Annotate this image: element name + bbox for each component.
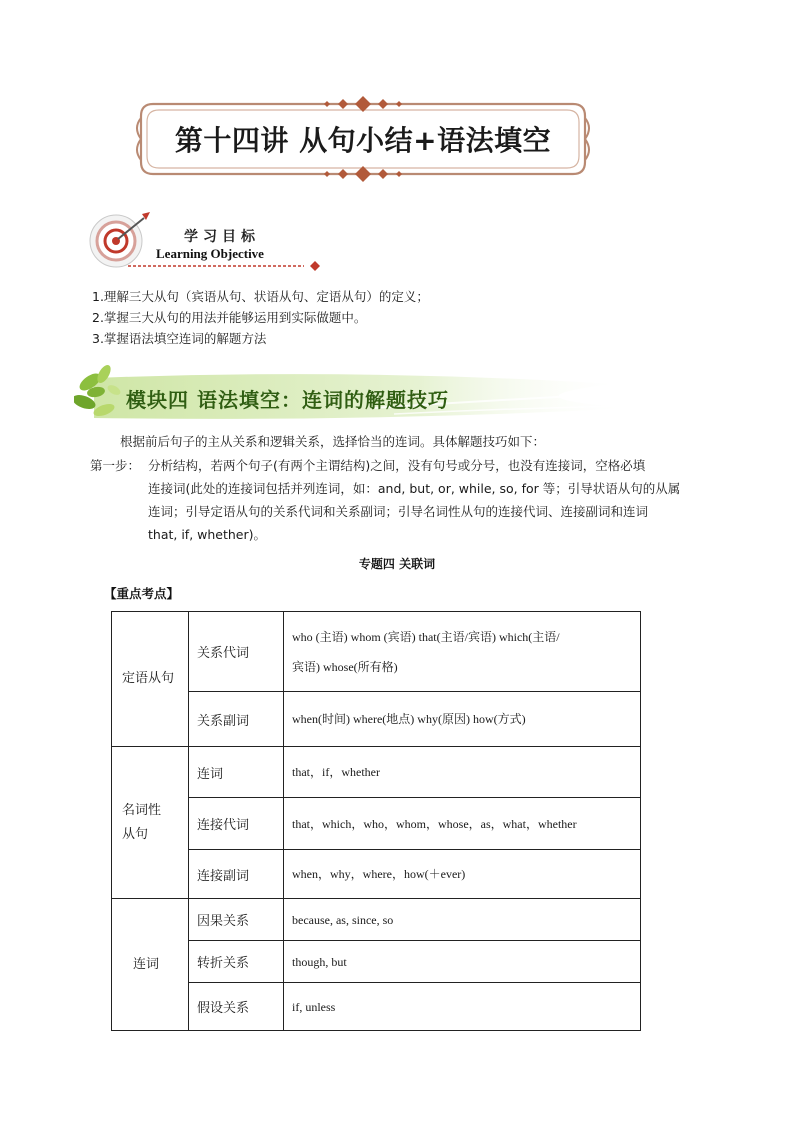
page-title: 第十四讲 从句小结+语法填空 — [174, 124, 552, 157]
category-line: 从句 — [122, 826, 149, 842]
step-label: 第一步： — [90, 458, 141, 473]
title-banner — [133, 96, 593, 182]
step-line: 连接词(此处的连接词包括并列连词，如：and, but, or, while, so, for 等；引导状语从句的从属 — [148, 481, 681, 496]
category-cell — [112, 747, 189, 899]
table-row — [112, 692, 641, 747]
subcategory-cell: 连接副词 — [189, 850, 284, 899]
value-cell — [284, 612, 641, 692]
table-row — [112, 983, 641, 1031]
step-body — [148, 454, 708, 546]
table-row — [112, 941, 641, 983]
module-title: 模块四 语法填空：连词的解题技巧 — [126, 388, 449, 412]
objective-heading-cn: 学习目标 — [184, 229, 260, 245]
module-banner — [74, 364, 634, 426]
table-row — [112, 798, 641, 850]
value-cell: if, unless — [284, 983, 641, 1031]
value-cell: when(时间) where(地点) why(原因) how(方式) — [284, 692, 641, 747]
table-row — [112, 899, 641, 941]
subcategory-cell: 转折关系 — [189, 941, 284, 983]
intro-paragraph: 根据前后句子的主从关系和逻辑关系，选择恰当的连词。具体解题技巧如下： — [120, 434, 546, 449]
key-points-heading: 【重点考点】 — [104, 586, 180, 601]
value-cell: that，if，whether — [284, 747, 641, 798]
value-cell: when，why，where，how(＋ever) — [284, 850, 641, 899]
objective-item: 2.掌握三大从句的用法并能够运用到实际做题中。 — [92, 310, 367, 325]
table-row — [112, 850, 641, 899]
step-line: 连词；引导定语从句的关系代词和关系副词；引导名词性从句的连接代词、连接副词和连词 — [148, 504, 649, 519]
subcategory-cell: 因果关系 — [189, 899, 284, 941]
table-row — [112, 747, 641, 798]
step-line: 分析结构，若两个句子(有两个主谓结构)之间，没有句号或分号，也没有连接词，空格必填 — [148, 458, 646, 473]
value-cell: because, as, since, so — [284, 899, 641, 941]
objective-heading-en: Learning Objective — [156, 246, 264, 261]
objective-item: 3.掌握语法填空连词的解题方法 — [92, 331, 267, 346]
category-cell: 定语从句 — [112, 612, 189, 747]
subcategory-cell: 连词 — [189, 747, 284, 798]
learning-objective-badge — [88, 208, 328, 274]
objective-list — [92, 286, 732, 349]
subcategory-cell: 关系代词 — [189, 612, 284, 692]
subcategory-cell: 假设关系 — [189, 983, 284, 1031]
value-cell: that，which，who，whom，whose，as，what，whether — [284, 798, 641, 850]
category-line: 名词性 — [122, 802, 162, 818]
value-line: who (主语) whom (宾语) that(主语/宾语) which(主语/ — [292, 629, 560, 644]
table-row — [112, 612, 641, 692]
conjunction-table — [111, 611, 641, 1031]
value-line: 宾语) whose(所有格) — [292, 659, 398, 674]
subcategory-cell: 关系副词 — [189, 692, 284, 747]
subcategory-cell: 连接代词 — [189, 798, 284, 850]
category-cell: 连词 — [112, 899, 189, 1031]
step-line: that, if, whether)。 — [148, 527, 267, 542]
topic-heading: 专题四 关联词 — [358, 557, 436, 571]
objective-item: 1.理解三大从句（宾语从句、状语从句、定语从句）的定义； — [92, 289, 429, 304]
value-cell: though, but — [284, 941, 641, 983]
